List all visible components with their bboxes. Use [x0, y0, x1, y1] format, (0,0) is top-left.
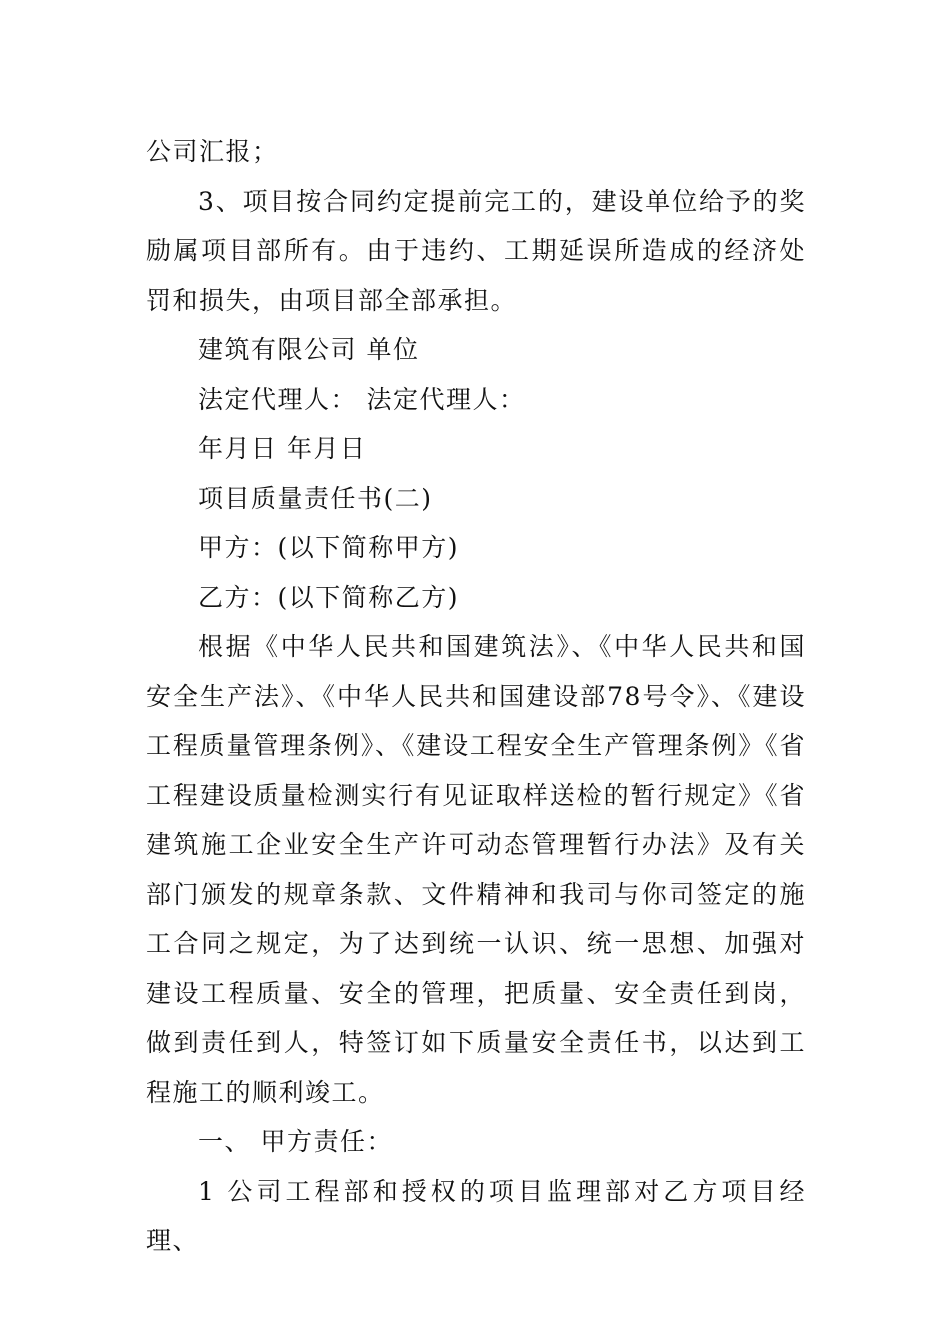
- party-a-line: 甲方：(以下简称甲方): [198, 533, 460, 562]
- party-b-line: 乙方：(以下简称乙方): [198, 582, 460, 612]
- paragraph-legal-basis: 根据《中华人民共和国建筑法》、《中华人民共和国安全生产法》、《中华人民共和国建设部78号令》、《建设工程质量管理条例》、《建设工程安全生产管理条例》《省工程建设质量检测实行有见证取样送检的暂行规定》《省建筑施工企业安全生产许可动态管理暂行办法》及有关部门颁发的规章条款、文件精神和我司与你司签定的施工合同之规定，为了达到统一认识、统一思想、加强对建设工程质量、安全的管理，把质量、安全责任到岗，做到责任到人，特签订如下质量安全责任书，以达到工程施工的顺利竣工。: [146, 632, 806, 1107]
- paragraph-legal-representatives: 法定代理人： 法定代理人：: [198, 384, 526, 414]
- paragraph-clause-3: 3、项目按合同约定提前完工的，建设单位给予的奖励属项目部所有。由于违约、工期延误所造成的经济处罚和损失，由项目部全部承担。: [146, 186, 806, 315]
- section-heading-party-a: 一、 甲方责任：: [198, 1127, 393, 1156]
- document-subtitle: 项目质量责任书(二): [198, 483, 433, 513]
- paragraph-parties: 建筑有限公司 单位: [198, 335, 420, 364]
- paragraph-item-1: 1 公司工程部和授权的项目监理部对乙方项目经理、: [146, 1176, 806, 1255]
- paragraph-report: 公司汇报；: [146, 137, 279, 166]
- document-body: [146, 127, 806, 1266]
- paragraph-dates: 年月日 年月日: [198, 434, 367, 463]
